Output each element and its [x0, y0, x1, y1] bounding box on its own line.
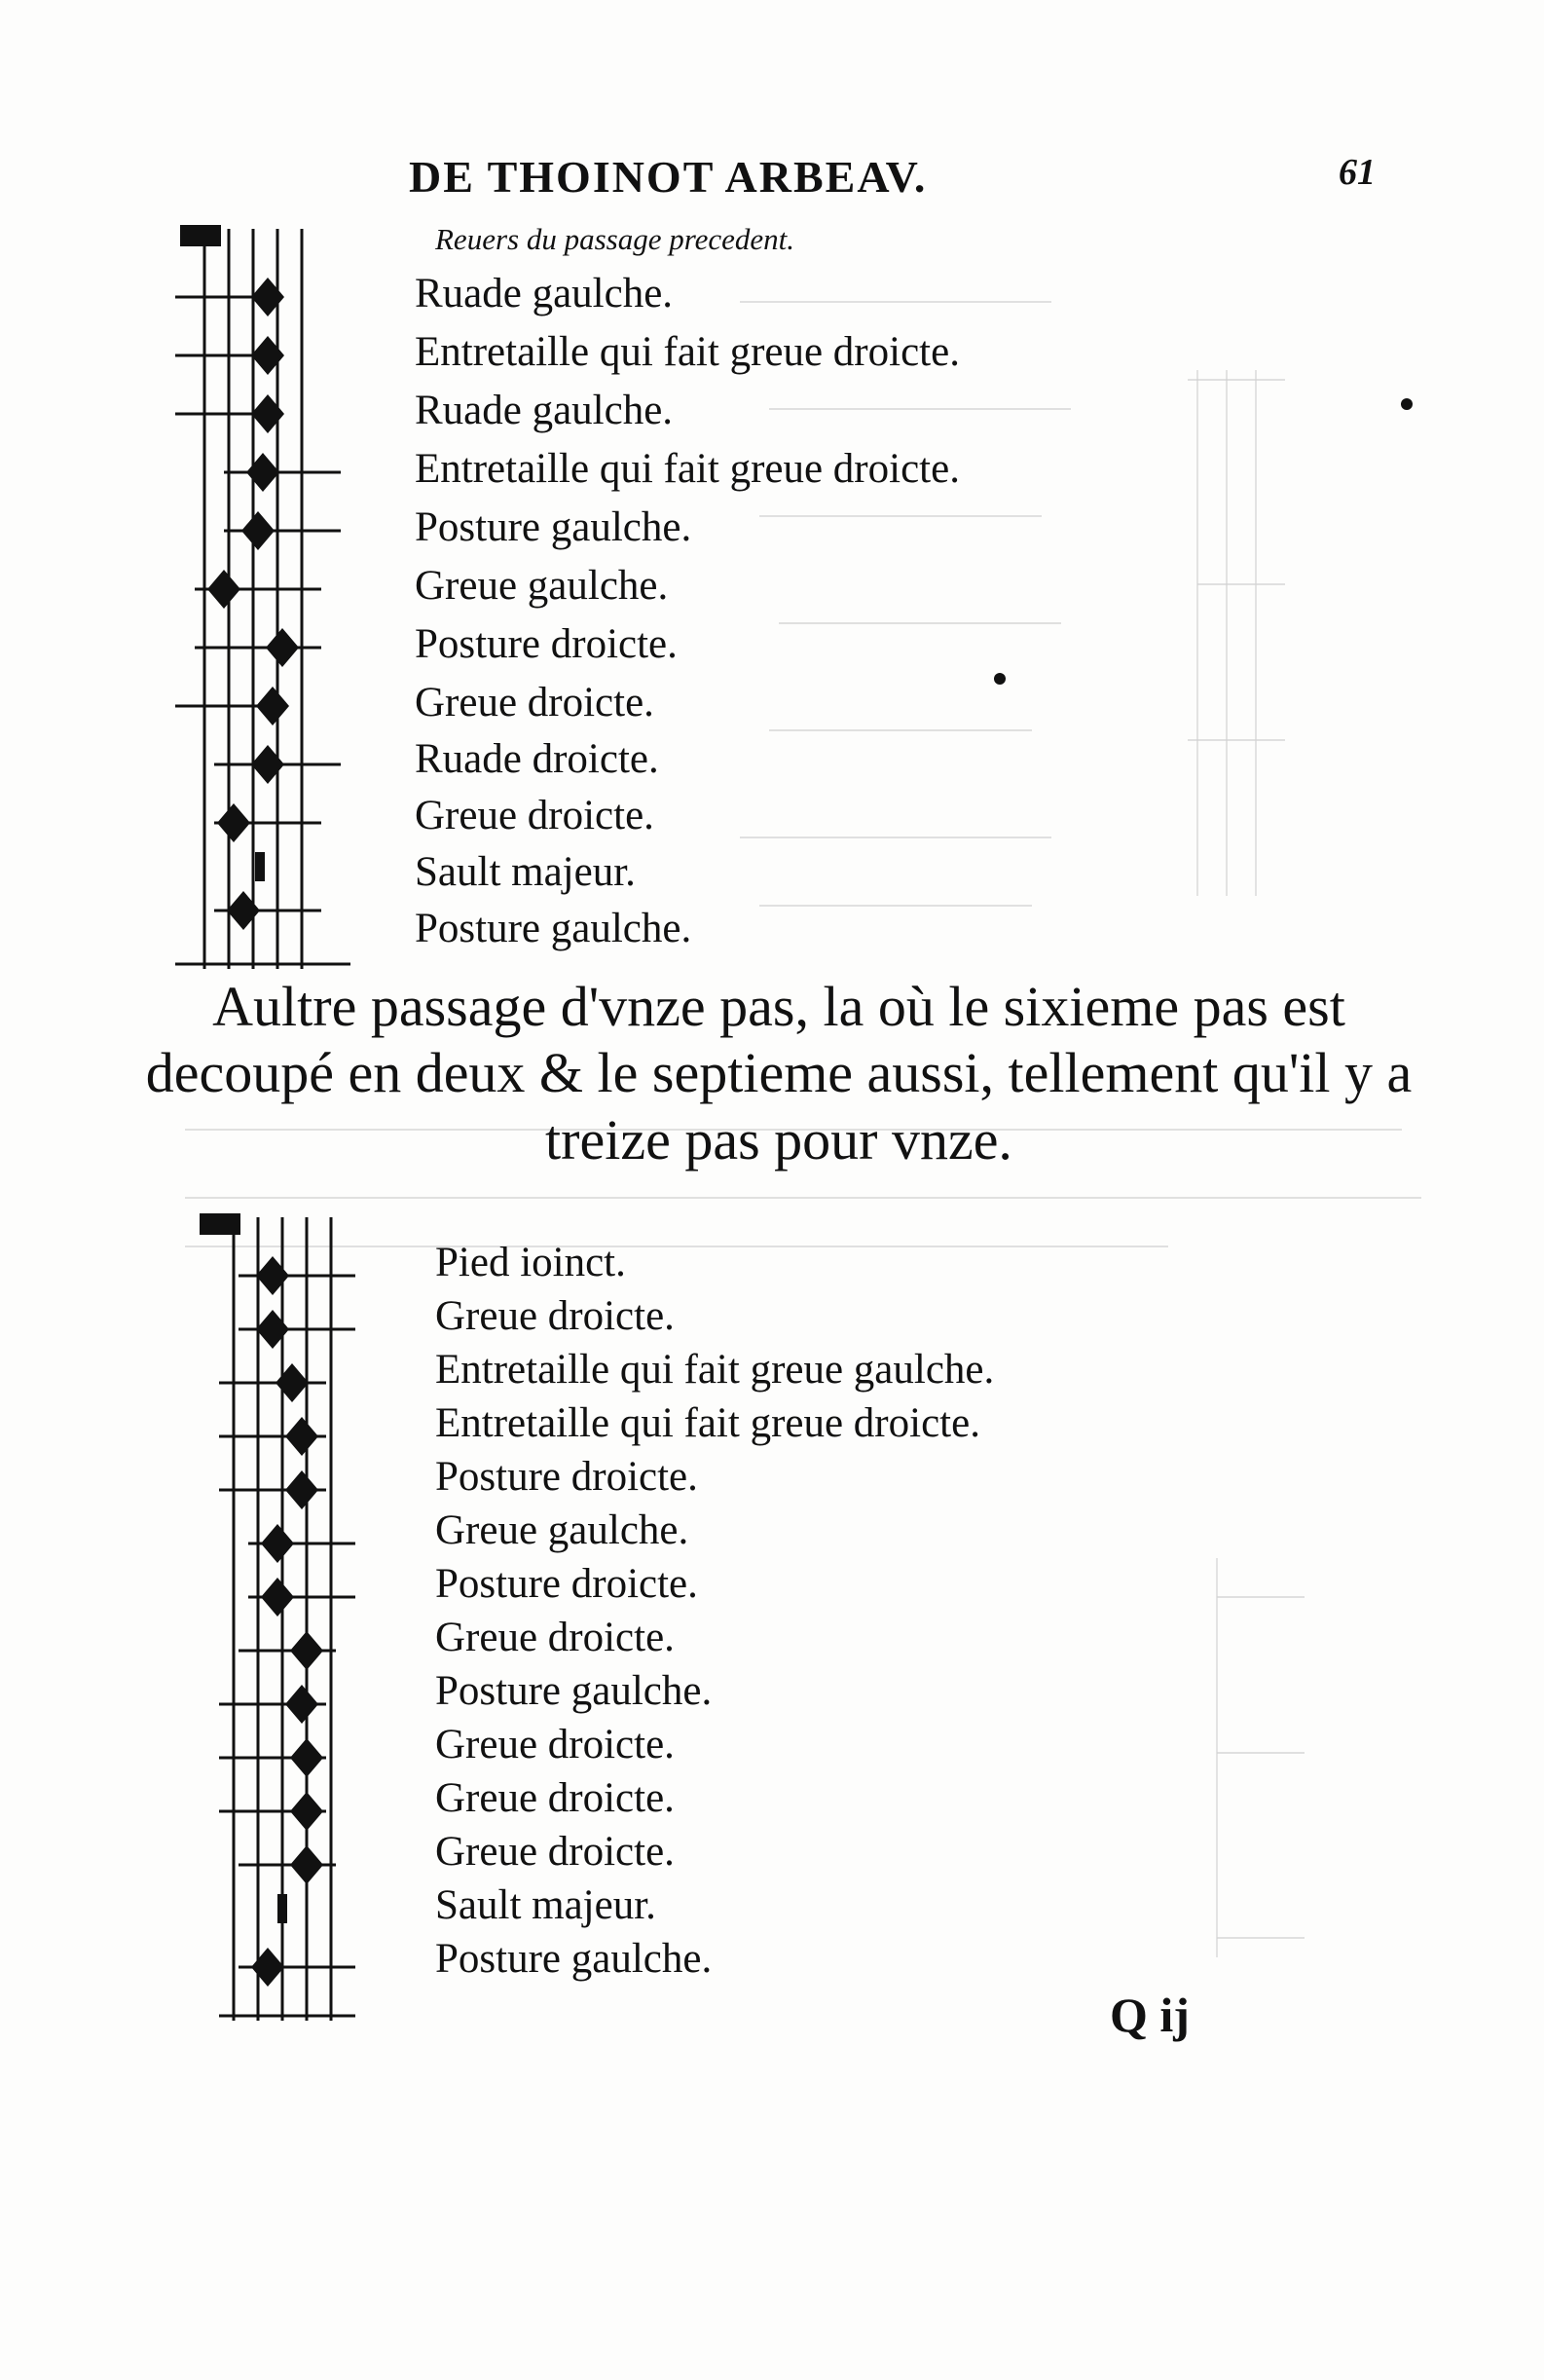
tablature-staff-2: [180, 1208, 365, 2030]
step-item: Greue droicte.: [435, 1775, 675, 1821]
step-item: Posture gaulche.: [435, 1668, 713, 1714]
step-item: Greue droicte.: [435, 1615, 675, 1660]
step-item: Posture droicte.: [435, 1454, 698, 1500]
step-item: Posture droicte.: [435, 1561, 698, 1607]
page-number: 61: [1339, 152, 1376, 193]
step-item: Posture gaulche.: [435, 1936, 713, 1982]
step-item: Greue droicte.: [415, 680, 654, 725]
step-item: Sault majeur.: [415, 849, 636, 895]
step-item: Greue droicte.: [435, 1829, 675, 1875]
step-item: Sault majeur.: [435, 1882, 656, 1928]
step-item: Greue gaulche.: [435, 1507, 689, 1553]
step-item: Greue gaulche.: [415, 563, 669, 609]
passage-subheading: Reuers du passage precedent.: [435, 222, 795, 256]
step-item: Entretaille qui fait greue droicte.: [415, 446, 960, 492]
step-item: Posture droicte.: [415, 621, 678, 667]
step-item: Posture gaulche.: [415, 504, 692, 550]
step-item: Ruade droicte.: [415, 736, 659, 782]
passage-heading: Aultre passage d'vnze pas, la où le sixieme pas est decoupé en deux & le septieme aussi, tellement qu'il y a treize pas pour vnze.: [145, 975, 1413, 1171]
tablature-staff-1: [175, 219, 360, 979]
step-item: Pied ioinct.: [435, 1240, 626, 1285]
step-item: Ruade gaulche.: [415, 271, 674, 316]
step-item: Entretaille qui fait greue droicte.: [435, 1400, 980, 1446]
signature-mark: Q ij: [1110, 1988, 1190, 2042]
step-item: Greue droicte.: [435, 1722, 675, 1767]
step-item: Posture gaulche.: [415, 906, 692, 951]
step-item: Ruade gaulche.: [415, 388, 674, 433]
running-head: DE THOINOT ARBEAV.: [409, 152, 928, 202]
step-item: Greue droicte.: [435, 1293, 675, 1339]
step-item: Entretaille qui fait greue gaulche.: [435, 1347, 995, 1393]
step-item: Greue droicte.: [415, 793, 654, 838]
step-item: Entretaille qui fait greue droicte.: [415, 329, 960, 375]
